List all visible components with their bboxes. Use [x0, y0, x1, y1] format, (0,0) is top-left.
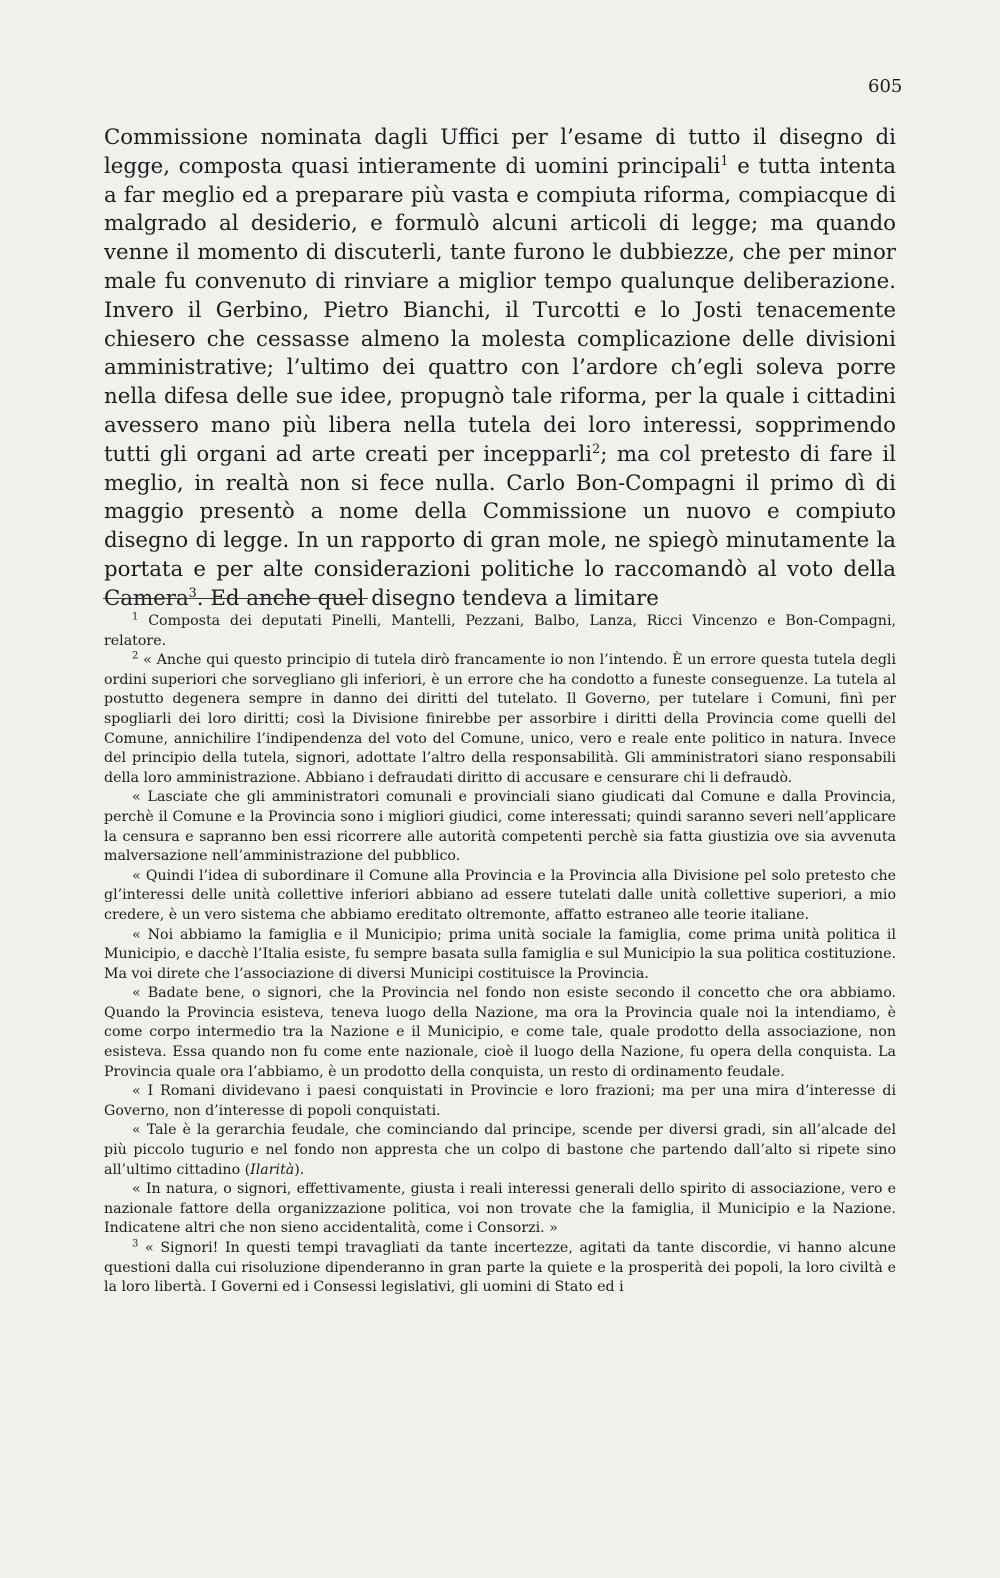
footnote-mark: 2	[132, 650, 139, 662]
body-text	[104, 124, 896, 614]
footnote-text: Composta dei deputati Pinelli, Mantelli, Pezzani, Balbo, Lanza, Ricci Vincenzo e Bon-Compagni, relatore.	[104, 613, 896, 649]
footnote-text: « Signori! In questi tempi travagliati da tante incertezze, agitati da tante discordie, vi hanno alcune questioni dalla cui risoluzione dipenderanno in gran parte la quiete e la prosperità dei popoli, la loro civiltà e la loro libertà. I Governi ed i Consessi legislativi, gli uomini di Stato ed i	[104, 1240, 896, 1296]
page-number: 605	[868, 76, 903, 97]
footnote-text: ).	[294, 1161, 305, 1178]
footnote-2-paragraph: « Badate bene, o signori, che la Provincia nel fondo non esiste secondo il concetto che ora abbiamo. Quando la Provincia esisteva, teneva luogo della Nazione, ma ora la Provincia quale noi la intendiamo, è come corpo intermedio tra la Nazione e il Municipio, e come tale, quale prodotto della associazione, non esisteva. Essa quando non fu come ente nazionale, cioè il luogo della Nazione, fu opera della conquista. La Provincia quale ora l’abbiamo, è un prodotto della conquista, un resto di ordinamento feudale.	[104, 985, 896, 1080]
footnote-mark: 1	[132, 611, 139, 623]
body-text-segment: ; ma col pretesto di fare il meglio, in realtà non si fece nulla. Carlo Bon-Compagni il primo dì di maggio presentò a nome della Commissione un nuovo e compiuto disegno di legge. In un rapporto di gran mole, ne spiegò minutamente la portata e per alte considerazioni politiche lo raccomandò al voto della Camera	[104, 441, 896, 611]
footnote-ref: 2	[592, 441, 601, 457]
footnote-text: « Tale è la gerarchia feudale, che cominciando dal principe, scende per diversi gradi, sin all’alcade del più piccolo tugurio e nel fondo non appresta che un colpo di bastone che partendo dall’alto si ripete sino all’ultimo cittadino (	[104, 1122, 896, 1178]
body-paragraph	[104, 124, 896, 614]
footnote-ref: 3	[188, 585, 197, 601]
footnote-2-paragraph: « I Romani dividevano i paesi conquistati in Provincie e loro frazioni; ma per una mira d’interesse di Governo, non d’interesse di popoli conquistati.	[104, 1083, 896, 1119]
body-text-segment: . Ed anche quel disegno tendeva a limitare	[196, 585, 659, 611]
body-text-segment: Commissione nominata dagli Uffici per l’esame di tutto il disegno di legge, composta quasi intieramente di uomini principali	[104, 125, 896, 179]
footnote-ref: 1	[720, 153, 729, 169]
footnote-2-paragraph: « Noi abbiamo la famiglia e il Municipio; prima unità sociale la famiglia, come prima unità politica il Municipio, e dacchè l’Italia esiste, fu sempre basata sulla famiglia e sul Municipio la sua politica costituzione. Ma voi direte che l’associazione di diversi Municipi costituisce la Provincia.	[104, 926, 896, 982]
footnote-2-paragraph	[104, 1121, 896, 1180]
footnote-divider	[103, 598, 368, 599]
footnote-text: « Anche qui questo principio di tutela dirò francamente io non l’intendo. È un errore questa tutela degli ordini superiori che sorvegliano gli inferiori, è un errore che ha condotto a funeste conseguenze. La tutela al postutto degenera sempre in danno dei diritti del tutelato. Il Governo, per tutelare i Comuni, finì per spogliarli dei loro diritti; così la Divisione finirebbe per assorbire i diritti della Provincia come quelli del Comune, annichilire l’indipendenza del voto del Comune, unico, vero e reale ente politico in natura. Invece del principio della tutela, signori, adottate l’altro della responsabilità. Gli amministratori siano responsabili della loro amministrazione. Abbiano i defraudati diritto di accusare e censurare chi li defraudò.	[104, 652, 896, 786]
body-text-segment: e tutta intenta a far meglio ed a preparare più vasta e compiuta riforma, compiacque di malgrado al desiderio, e formulò alcuni articoli di legge; ma quando venne il momento di discuterli, tante furono le dubbiezze, che per minor male fu convenuto di rinviare a miglior tempo qualunque deliberazione. Invero il Gerbino, Pietro Bianchi, il Turcotti e lo Josti tenacemente chiesero che cessasse almeno la molesta complicazione delle divisioni amministrative; l’ultimo dei quattro con l’ardore ch’egli soleva porre nella difesa delle sue idee, propugnò tale riforma, per la quale i cittadini avessero mano più libera nella tutela dei loro interessi, sopprimendo tutti gli organi ad arte creati per incepparli	[104, 153, 896, 467]
footnote-italic: Ilarità	[250, 1161, 295, 1178]
footnote-2-paragraph: « In natura, o signori, effettivamente, giusta i reali interessi generali dello spirito di associazione, vero e nazionale fattore della organizzazione politica, voi non trovate che la famiglia, il Municipio e la Nazione. Indicatene altri che non sieno accidentalità, come i Consorzi. »	[104, 1181, 896, 1237]
footnote-2	[104, 651, 896, 788]
footnote-2-paragraph: « Lasciate che gli amministratori comunali e provinciali siano giudicati dal Comune e dalla Provincia, perchè il Comune e la Provincia sono i migliori giudici, come interessati; quindi saranno severi nell’applicare la censura e sapranno ben essi ricorrere alle autorità competenti perchè sia fatta giustizia ove sia avvenuta malversazione nell’amministrazione del pubblico.	[104, 789, 896, 865]
footnote-mark: 3	[132, 1238, 139, 1250]
footnote-1	[104, 612, 896, 651]
footnote-3	[104, 1239, 896, 1298]
footnote-2-paragraph: « Quindi l’idea di subordinare il Comune alla Provincia e la Provincia alla Divisione pel solo pretesto che gl’interessi delle unità collettive inferiori abbiano ad essere tutelati dalle unità collettive superiori, a mio credere, è un vero sistema che abbiamo ereditato oltremonte, affatto estraneo alle teorie italiane.	[104, 867, 896, 923]
footnotes	[104, 612, 896, 1298]
